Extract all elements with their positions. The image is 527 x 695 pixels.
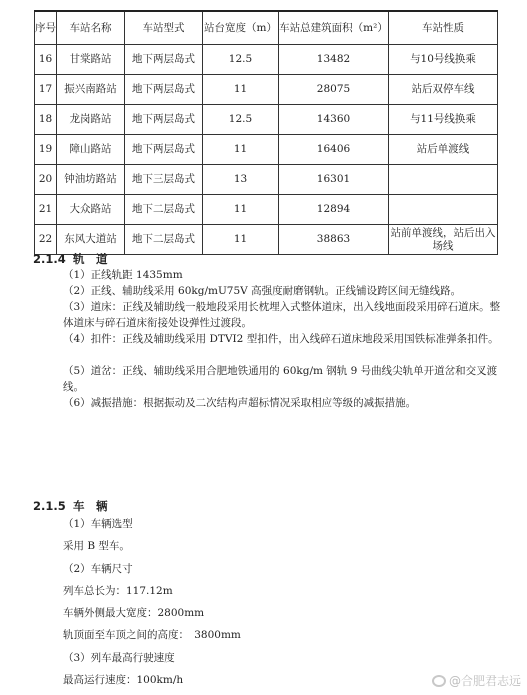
cell-index: 19 [35,135,57,165]
vehicle-line: 列车总长为：117.12m [63,585,173,597]
cell-platform-width: 11 [203,75,279,105]
table-row [35,225,498,255]
cell-station-nature: 站后双停车线 [389,75,498,105]
cell-floor-area: 16301 [279,165,389,195]
cell-station-name: 东风大道站 [57,225,125,255]
cell-station-name: 大众路站 [57,195,125,225]
header-index: 序号 [35,11,57,45]
cell-station-type: 地下二层岛式 [125,225,203,255]
table-row [35,195,498,225]
cell-floor-area: 12894 [279,195,389,225]
section-number: 2.1.5 [33,499,66,513]
cell-station-type: 地下两层岛式 [125,75,203,105]
vehicle-line: 车辆外侧最大宽度：2800mm [63,607,205,619]
cell-platform-width: 12.5 [203,45,279,75]
table-row [35,45,498,75]
cell-station-type: 地下三层岛式 [125,165,203,195]
track-item-5: （5）道岔：正线、辅助线采用合肥地铁通用的 60kg/m 钢轨 9 号曲线尖轨单开道岔和交叉渡线。 [63,365,498,393]
cell-station-name: 障山路站 [57,135,125,165]
cell-station-type: 地下二层岛式 [125,195,203,225]
vehicle-line: 最高运行速度：100km/h [63,674,184,686]
section-title: 轨 道 [73,252,108,266]
cell-platform-width: 12.5 [203,105,279,135]
cell-station-name: 钟油坊路站 [57,165,125,195]
vehicle-line: （2）车辆尺寸 [63,563,133,575]
cell-station-nature: 与11号线换乘 [389,105,498,135]
header-floor-area: 车站总建筑面积（m²） [279,11,389,45]
cell-index: 21 [35,195,57,225]
header-station-nature: 车站性质 [389,11,498,45]
cell-station-type: 地下两层岛式 [125,105,203,135]
cell-station-nature: 站后单渡线 [389,135,498,165]
table-row [35,105,498,135]
header-station-name: 车站名称 [57,11,125,45]
cell-index: 17 [35,75,57,105]
cell-index: 22 [35,225,57,255]
watermark-text: @合肥君志远 [448,674,521,688]
header-platform-width: 站台宽度（m） [203,11,279,45]
header-station-type: 车站型式 [125,11,203,45]
cell-station-nature [389,165,498,195]
cell-station-nature: 站前单渡线，站后出入场线 [389,225,498,255]
cell-floor-area: 38863 [279,225,389,255]
cell-platform-width: 11 [203,135,279,165]
vehicle-line: （3）列车最高行驶速度 [63,652,175,664]
cell-station-type: 地下两层岛式 [125,135,203,165]
watermark [432,672,521,689]
cell-index: 16 [35,45,57,75]
cell-floor-area: 28075 [279,75,389,105]
table-row [35,135,498,165]
table-header-row [35,11,498,45]
cell-station-name: 振兴南路站 [57,75,125,105]
cell-platform-width: 11 [203,195,279,225]
vehicle-line: 轨顶面至车顶之间的高度： 3800mm [63,629,241,641]
track-item-3: （3）道床：正线及辅助线一般地段采用长枕埋入式整体道床，出入线地面段采用碎石道床。整体道床与碎石道床衔接处设弹性过渡段。 [63,301,501,329]
cell-index: 18 [35,105,57,135]
cell-index: 20 [35,165,57,195]
cell-platform-width: 11 [203,225,279,255]
section-heading-vehicle [33,498,108,514]
table-row [35,75,498,105]
weibo-icon [432,675,446,687]
section-number: 2.1.4 [33,252,66,266]
vehicle-line: （1）车辆选型 [63,518,133,530]
vehicle-line: 采用 B 型车。 [63,540,130,552]
track-item-6: （6）减振措施：根据振动及二次结构声超标情况采取相应等级的减振措施。 [63,397,417,409]
station-table [34,10,498,255]
section-title: 车 辆 [73,499,108,513]
track-item-1: （1）正线轨距 1435mm [63,269,183,281]
cell-station-name: 甘棠路站 [57,45,125,75]
table-row [35,165,498,195]
cell-station-nature [389,195,498,225]
cell-floor-area: 16406 [279,135,389,165]
cell-station-name: 龙岗路站 [57,105,125,135]
cell-station-type: 地下两层岛式 [125,45,203,75]
cell-platform-width: 13 [203,165,279,195]
cell-floor-area: 13482 [279,45,389,75]
cell-floor-area: 14360 [279,105,389,135]
track-item-4: （4）扣件：正线及辅助线采用 DTVI2 型扣件，出入线碎石道床地段采用国铁标准弹条扣件。 [63,333,499,345]
track-item-2: （2）正线、辅助线采用 60kg/mU75V 高强度耐磨钢轨。正线铺设跨区间无缝线路。 [63,285,462,297]
section-heading-track [33,251,108,267]
cell-station-nature: 与10号线换乘 [389,45,498,75]
